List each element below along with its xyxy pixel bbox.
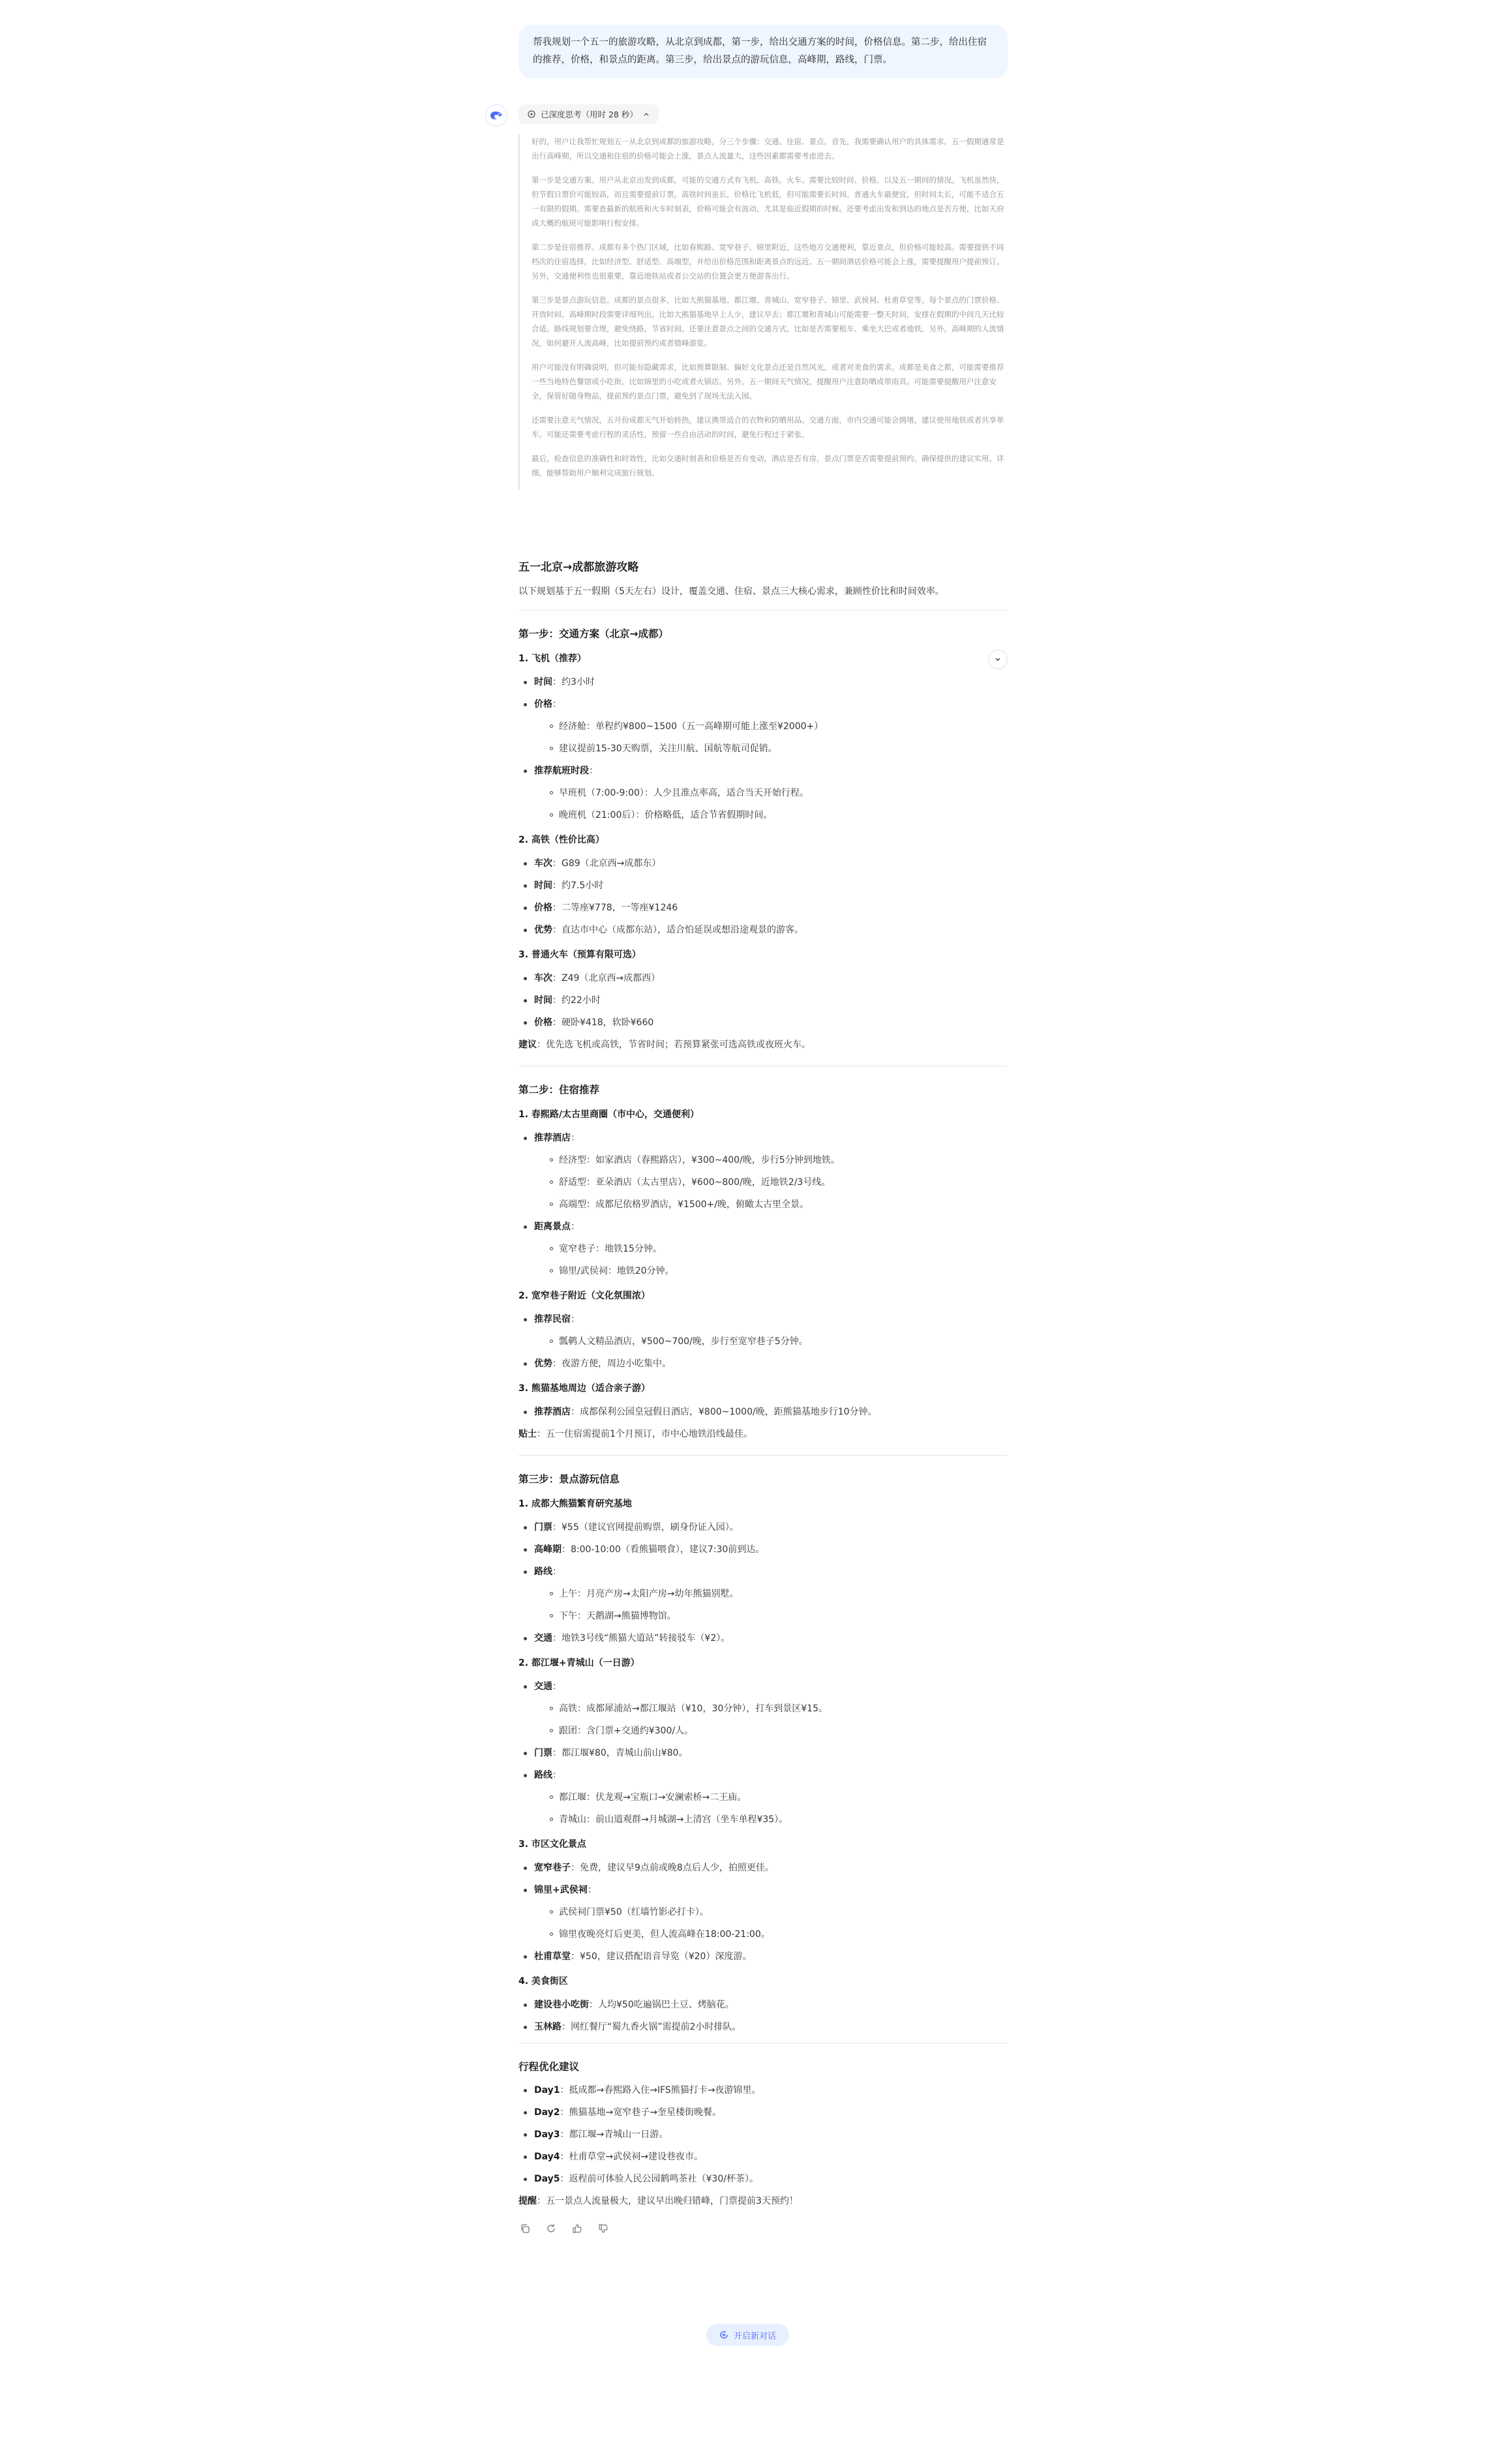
list-item — [518, 1220, 1008, 1278]
list-item — [518, 676, 1008, 689]
step1-title: 第一步：交通方案（北京→成都） — [518, 628, 668, 640]
item-value: ： — [552, 1681, 562, 1692]
step3-title: 第三步：景点游玩信息 — [518, 1473, 620, 1485]
note-value: ：优先选飞机或高铁，节省时间；若预算紧张可选高铁或夜班火车。 — [537, 1040, 811, 1050]
list-item — [518, 2172, 1008, 2186]
thinking-toggle-label: 已深度思考（用时 28 秒） — [541, 110, 638, 119]
panda-list — [518, 1521, 1008, 1645]
item-key: 建设巷小吃街 — [534, 2000, 589, 2010]
item-value: ： — [571, 1133, 580, 1143]
item-key: Day1 — [534, 2085, 560, 2096]
item-key: 交通 — [534, 1681, 552, 1692]
sub-list-item: 建议提前15-30天购票，关注川航、国航等航司促销。 — [534, 742, 1008, 755]
item-value: ：网红餐厅“蜀九香火锅”需提前2小时排队。 — [562, 2022, 742, 2032]
thinking-paragraph: 最后，检查信息的准确性和时效性，比如交通时刻表和价格是否有变动，酒店是否有房，景点门票是否需要提前预约。确保提供的建议实用、详细，能够帮助用户顺利完成旅行规划。 — [532, 454, 1004, 477]
item-key: Day5 — [534, 2174, 560, 2184]
thinking-paragraph: 好的，用户让我帮忙规划五一从北京到成都的旅游攻略，分三个步骤：交通、住宿、景点。首先，我需要确认用户的具体需求。五一假期通常是出行高峰期，所以交通和住宿的价格可能会上涨，景点人流量大，这些因素都需要考虑进去。 — [532, 137, 1004, 160]
item-key: 价格 — [534, 903, 552, 913]
list-item — [518, 857, 1008, 870]
list-item — [518, 1543, 1008, 1556]
item-value: ： — [552, 699, 562, 710]
item-value: ：直达市中心（成都东站），适合怕延误或想沿途观景的游客。 — [552, 925, 803, 935]
list-item — [518, 1521, 1008, 1534]
sub-list-item: 锦里夜晚亮灯后更美，但人流高峰在18:00-21:00。 — [534, 1928, 1008, 1941]
thinking-paragraph: 第二步是住宿推荐。成都有多个热门区域，比如春熙路、宽窄巷子、锦里附近，这些地方交通便利，靠近景点，但价格可能较高。需要提供不同档次的住宿选择，比如经济型、舒适型、高端型，并给出价格范围和距离景点的远近。五一期间酒店价格可能会上涨，需要提醒用户提前预订。另外，交通便利性也很重要，靠近地铁站或者公交站的位置会更方便游客出行。 — [532, 243, 1004, 280]
plan-title: 行程优化建议 — [518, 2061, 580, 2073]
list-item — [518, 1565, 1008, 1623]
list-item — [518, 1998, 1008, 2011]
sub-list-item: 上午：月亮产房→太阳产房→幼年熊猫别墅。 — [534, 1587, 1008, 1600]
item-value: ：约22小时 — [552, 995, 601, 1006]
item-key: Day2 — [534, 2107, 560, 2118]
item-value: ：约3小时 — [552, 677, 595, 687]
area-a-list — [518, 1132, 1008, 1278]
plan-tip — [518, 2195, 1008, 2208]
flight-title-text: 1. 飞机（推荐） — [518, 654, 586, 664]
item-key: 时间 — [534, 677, 552, 687]
sub-list-item: 晚班机（21:00后）：价格略低，适合节省假期时间。 — [534, 809, 1008, 822]
flight-title — [518, 652, 1008, 665]
item-key: 锦里+武侯祠 — [534, 1885, 588, 1895]
user-message-bubble — [518, 25, 1008, 78]
djy-title: 2. 都江堰+青城山（一日游） — [518, 1658, 640, 1668]
list-item — [518, 698, 1008, 755]
regenerate-icon[interactable] — [545, 2222, 558, 2235]
sub-list-item: 经济型：如家酒店（春熙路店），¥300~400/晚，步行5分钟到地铁。 — [534, 1154, 1008, 1167]
note-value: ：五一景点人流量极大，建议早出晚归错峰，门票提前3天预约！ — [537, 2196, 798, 2206]
item-value: ：都江堰→青城山一日游。 — [560, 2129, 668, 2140]
assistant-answer — [518, 561, 1008, 2235]
sub-list — [534, 1906, 1008, 1941]
copy-icon[interactable] — [518, 2222, 532, 2235]
sub-list-item: 经济舱：单程约¥800~1500（五一高峰期可能上涨至¥2000+） — [534, 720, 1008, 733]
step1-note — [518, 1038, 1008, 1051]
city-list — [518, 1861, 1008, 1963]
sub-list-item: 高端型：成都尼依格罗酒店，¥1500+/晚，俯瞰太古里全景。 — [534, 1198, 1008, 1211]
item-key: 价格 — [534, 1017, 552, 1028]
sub-list-item: 瓢鹌人文精品酒店，¥500~700/晚，步行至宽窄巷子5分钟。 — [534, 1335, 1008, 1348]
item-value: ：G89（北京西→成都东） — [552, 858, 661, 869]
sub-list-item: 宽窄巷子：地铁15分钟。 — [534, 1242, 1008, 1255]
item-key: 距离景点 — [534, 1222, 571, 1232]
sub-list-item: 都江堰：伏龙观→宝瓶口→安澜索桥→二王庙。 — [534, 1791, 1008, 1804]
area-a-title: 1. 春熙路/太古里商圈（市中心，交通便利） — [518, 1109, 700, 1120]
sub-list — [534, 1587, 1008, 1623]
note-value: ：五一住宿需提前1个月预订，市中心地铁沿线最佳。 — [537, 1429, 753, 1439]
list-item — [518, 2150, 1008, 2163]
item-value: ： — [571, 1222, 580, 1232]
note-key: 建议 — [518, 1040, 537, 1050]
sub-list — [534, 1242, 1008, 1278]
item-value: ：抵成都→春熙路入住→IFS熊猫打卡→夜游锦里。 — [560, 2085, 761, 2096]
divider — [518, 1455, 1008, 1456]
item-value: ：返程前可体验人民公园鹤鸣茶社（¥30/杯茶）。 — [560, 2174, 758, 2184]
item-key: Day3 — [534, 2129, 560, 2140]
list-item — [518, 2021, 1008, 2034]
item-value: ：Z49（北京西→成都西） — [552, 973, 661, 984]
hsr-title: 2. 高铁（性价比高） — [518, 835, 605, 845]
list-item — [518, 1132, 1008, 1211]
item-value: ：8:00-10:00（看熊猫喂食），建议7:30前到达。 — [562, 1544, 765, 1555]
list-item — [518, 924, 1008, 937]
item-value: ：约7.5小时 — [552, 880, 604, 891]
sub-list-item: 高铁：成都犀浦站→都江堰站（¥10，30分钟），打车到景区¥15。 — [534, 1702, 1008, 1715]
item-key: 推荐酒店 — [534, 1407, 571, 1417]
assistant-avatar — [485, 104, 507, 127]
item-value: ：¥55（建议官网提前购票，刷身份证入园）。 — [552, 1522, 739, 1533]
item-value: ： — [587, 1885, 597, 1895]
sub-list-item: 青城山：前山道观群→月城湖→上清宫（坐车单程¥35）。 — [534, 1813, 1008, 1826]
answer-intro: 以下规划基于五一假期（5天左右）设计，覆盖交通、住宿、景点三大核心需求，兼顾性价比和时间效率。 — [518, 586, 944, 597]
list-item — [518, 972, 1008, 985]
hsr-list — [518, 857, 1008, 937]
list-item — [518, 1950, 1008, 1963]
train-title: 3. 普通火车（预算有限可选） — [518, 950, 641, 960]
list-item — [518, 1884, 1008, 1941]
item-key: 门票 — [534, 1748, 552, 1758]
item-value: ：二等座¥778，一等座¥1246 — [552, 903, 678, 913]
area-b-list — [518, 1313, 1008, 1370]
item-value: ： — [552, 1770, 562, 1780]
food-list — [518, 1998, 1008, 2034]
item-value: ：¥50，建议搭配语音导览（¥20）深度游。 — [571, 1951, 752, 1962]
djy-list — [518, 1680, 1008, 1826]
list-item — [518, 1357, 1008, 1370]
thinking-paragraph: 用户可能没有明确说明，但可能有隐藏需求，比如预算限制、偏好文化景点还是自然风光，或者对美食的需求。成都是美食之都，可能需要推荐一些当地特色餐馆或小吃街，比如锦里的小吃或者火锅店。另外，五一期间天气情况，提醒用户注意防晒或带雨具。可能需要提醒用户注意安全，保管好随身物品，提前预约景点门票，避免到了现场无法入园。 — [532, 363, 1004, 400]
whale-logo-icon — [489, 110, 503, 121]
panda-title: 1. 成都大熊猫繁育研究基地 — [518, 1499, 632, 1509]
item-key: 交通 — [534, 1633, 552, 1644]
sub-list-item: 跟团：含门票+交通约¥300/人。 — [534, 1724, 1008, 1737]
flight-list — [518, 676, 1008, 822]
item-key: 玉林路 — [534, 2022, 562, 2032]
area-b-title: 2. 宽窄巷子附近（文化氛围浓） — [518, 1291, 650, 1301]
list-item — [518, 2128, 1008, 2141]
area-c-list — [518, 1405, 1008, 1419]
item-value: ： — [571, 1314, 580, 1325]
city-title: 3. 市区文化景点 — [518, 1839, 586, 1850]
item-key: 门票 — [534, 1522, 552, 1533]
item-value: ：杜甫草堂→武侯祠→建设巷夜市。 — [560, 2152, 703, 2162]
item-value: ： — [552, 1567, 562, 1577]
list-item — [518, 2084, 1008, 2097]
thinking-content — [518, 134, 1008, 490]
thinking-toggle[interactable] — [518, 104, 659, 124]
item-value: ：成都保利公园皇冠假日酒店，¥800~1000/晚，距熊猫基地步行10分钟。 — [571, 1407, 877, 1417]
item-value: ：硬卧¥418，软卧¥660 — [552, 1017, 654, 1028]
item-key: 推荐航班时段 — [534, 766, 589, 776]
item-key: 高峰期 — [534, 1544, 562, 1555]
message-actions — [518, 2222, 1008, 2235]
answer-title: 五一北京→成都旅游攻略 — [518, 561, 639, 574]
item-key: 优势 — [534, 1359, 552, 1369]
thumbs-down-icon[interactable] — [597, 2222, 610, 2235]
list-item — [518, 1861, 1008, 1874]
new-chat-icon — [719, 2330, 728, 2339]
sub-list-item: 早班机（7:00-9:00）：人少且准点率高，适合当天开始行程。 — [534, 787, 1008, 800]
thinking-paragraph: 第三步是景点游玩信息。成都的景点很多，比如大熊猫基地、都江堰、青城山、宽窄巷子、锦里、武侯祠、杜甫草堂等。每个景点的门票价格、开放时间、高峰期时段需要详细列出。比如大熊猫基地早上人少，建议早去；都江堰和青城山可能需要一整天时间，安排在假期的中间几天比较合适。路线规划要合理，避免绕路，节省时间。还要注意景点之间的交通方式，比如是否需要租车、乘坐大巴或者地铁。另外，高峰期的人流情况，如何避开人流高峰，比如提前预约或者错峰游览。 — [532, 295, 1004, 348]
sub-list — [534, 720, 1008, 755]
step2-note — [518, 1428, 1008, 1441]
item-value: ：夜游方便，周边小吃集中。 — [552, 1359, 671, 1369]
list-item — [518, 901, 1008, 914]
step2-title: 第二步：住宿推荐 — [518, 1084, 600, 1096]
sub-list — [534, 1154, 1008, 1211]
item-key: 优势 — [534, 925, 552, 935]
item-key: 价格 — [534, 699, 552, 710]
thinking-paragraph: 还需要注意天气情况，五月份成都天气开始转热，建议携带适合的衣物和防晒用品。交通方面，市内交通可能会拥堵，建议使用地铁或者共享单车。可能还需要考虑行程的灵活性，预留一些自由活动的时间，避免行程过于紧张。 — [532, 415, 1004, 439]
new-chat-label: 开启新对话 — [734, 2331, 777, 2341]
item-key: Day4 — [534, 2152, 560, 2162]
area-c-title: 3. 熊猫基地周边（适合亲子游） — [518, 1383, 650, 1394]
item-key: 时间 — [534, 880, 552, 891]
chevron-up-icon — [643, 111, 650, 117]
thinking-paragraph: 第一步是交通方案。用户从北京出发到成都，可能的交通方式有飞机、高铁、火车。需要比较时间、价格，以及五一期间的情况。飞机虽然快，但节假日票价可能较高，而且需要提前订票。高铁时间虽长，价格比飞机低，但可能需要长时间。普通火车最便宜，但时间太长，可能不适合五一有限的假期。需要查最新的航班和火车时刻表，价格可能会有波动，尤其是临近假期的时候。还要考虑出发和到达的地点是否方便，比如天府成大概的航班可能影响行程安排。 — [532, 175, 1004, 228]
list-item — [518, 1769, 1008, 1826]
item-key: 推荐酒店 — [534, 1133, 571, 1143]
item-value: ：免费，建议早9点前或晚8点后人少，拍照更佳。 — [571, 1863, 774, 1873]
item-key: 路线 — [534, 1770, 552, 1780]
sub-list-item: 下午：天鹅湖→熊猫博物馆。 — [534, 1610, 1008, 1623]
list-item — [518, 1405, 1008, 1419]
thumbs-up-icon[interactable] — [571, 2222, 584, 2235]
item-value: ：人均¥50吃遍锅巴土豆、烤脑花。 — [589, 2000, 734, 2010]
list-item — [518, 1680, 1008, 1737]
chevron-down-icon — [994, 655, 1002, 663]
new-chat-button[interactable] — [706, 2324, 789, 2346]
collapse-button[interactable] — [988, 650, 1008, 669]
note-key: 贴士 — [518, 1429, 537, 1439]
item-key: 宽窄巷子 — [534, 1863, 571, 1873]
sub-list-item: 武侯祠门票¥50（红墙竹影必打卡）。 — [534, 1906, 1008, 1919]
list-item — [518, 994, 1008, 1007]
plan-list — [518, 2084, 1008, 2186]
item-key: 车次 — [534, 973, 552, 984]
sub-list — [534, 1791, 1008, 1826]
think-icon — [528, 110, 535, 118]
sub-list — [534, 1702, 1008, 1737]
user-message-text: 帮我规划一个五一的旅游攻略，从北京到成都，第一步，给出交通方案的时间，价格信息。第二步，给出住宿的推荐，价格，和景点的距离。第三步，给出景点的游玩信息，高峰期，路线，门票。 — [533, 37, 987, 65]
food-title: 4. 美食街区 — [518, 1976, 568, 1987]
sub-list — [534, 1335, 1008, 1348]
item-key: 车次 — [534, 858, 552, 869]
item-key: 时间 — [534, 995, 552, 1006]
train-list — [518, 972, 1008, 1029]
list-item — [518, 879, 1008, 892]
item-value: ：都江堰¥80，青城山前山¥80。 — [552, 1748, 688, 1758]
list-item — [518, 1313, 1008, 1348]
item-value: ：地铁3号线“熊猫大道站”转接驳车（¥2）。 — [552, 1633, 730, 1644]
item-key: 路线 — [534, 1567, 552, 1577]
list-item — [518, 2106, 1008, 2119]
item-value: ： — [589, 766, 598, 776]
sub-list-item: 舒适型：亚朵酒店（太古里店），¥600~800/晚，近地铁2/3号线。 — [534, 1176, 1008, 1189]
list-item — [518, 1632, 1008, 1645]
list-item — [518, 764, 1008, 822]
sub-list — [534, 787, 1008, 822]
item-key: 推荐民宿 — [534, 1314, 571, 1325]
list-item — [518, 1747, 1008, 1760]
item-value: ：熊猫基地→宽窄巷子→奎星楼街晚餐。 — [560, 2107, 721, 2118]
sub-list-item: 锦里/武侯祠：地铁20分钟。 — [534, 1265, 1008, 1278]
note-key: 提醒 — [518, 2196, 537, 2206]
list-item — [518, 1016, 1008, 1029]
item-key: 杜甫草堂 — [534, 1951, 571, 1962]
